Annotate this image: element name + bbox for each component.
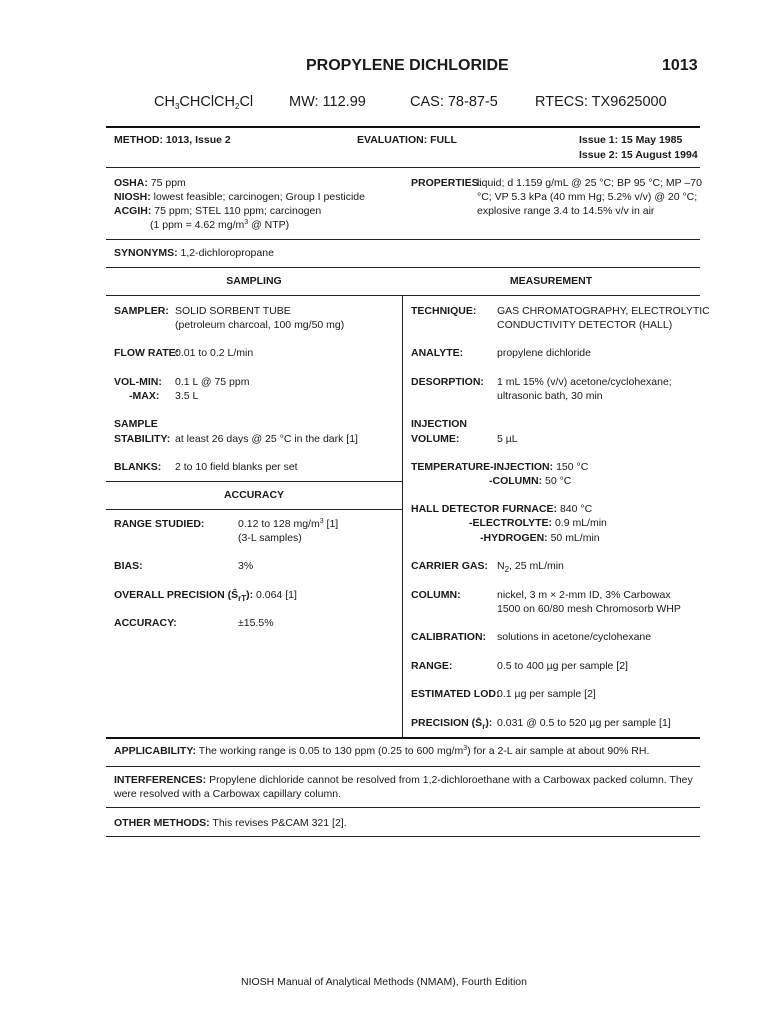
interferences-cont: were resolved with a Carbowax capillary column. — [114, 788, 342, 800]
properties-label: PROPERTIES: — [411, 177, 483, 189]
blanks-label: BLANKS: — [114, 461, 162, 473]
rule — [106, 509, 402, 510]
sampler-value: SOLID SORBENT TUBE — [175, 305, 291, 317]
accuracy-value: ±15.5% — [238, 617, 274, 629]
properties-line: liquid; d 1.159 g/mL @ 25 °C; BP 95 °C; MP –70 — [477, 177, 702, 189]
technique-value: GAS CHROMATOGRAPHY, ELECTROLYTIC — [497, 305, 710, 317]
properties-line: explosive range 3.4 to 14.5% v/v in air — [477, 205, 655, 217]
rule — [106, 836, 700, 837]
niosh-limit: NIOSH: lowest feasible; carcinogen; Group I pesticide — [114, 191, 365, 203]
range-label: RANGE: — [411, 660, 453, 672]
injection-value: 5 µL — [497, 433, 518, 445]
column-label: COLUMN: — [411, 589, 461, 601]
synonyms: SYNONYMS: 1,2-dichloropropane — [114, 247, 274, 259]
rule — [106, 167, 700, 168]
stability-value: at least 26 days @ 25 °C in the dark [1] — [175, 433, 358, 445]
precision-label: PRECISION $(S̄_r)$: — [411, 717, 493, 731]
overall-precision: OVERALL PRECISION $(Ŝ_{rT})$: 0.064 [1] — [114, 589, 297, 603]
page-title: PROPYLENE DICHLORIDE — [306, 57, 509, 74]
technique-value: CONDUCTIVITY DETECTOR (HALL) — [497, 319, 673, 331]
chemical-formula: $CH_3CHClCH_2Cl$ — [154, 94, 254, 111]
vol-min-label: VOL-MIN: — [114, 376, 162, 388]
osha-limit: OSHA: 75 ppm — [114, 177, 186, 189]
stability-label: STABILITY: — [114, 433, 171, 445]
column-divider — [402, 295, 403, 737]
injection-label: INJECTION — [411, 418, 468, 430]
carrier-gas-label: CARRIER GAS: — [411, 560, 489, 572]
vol-max-label: -MAX: — [129, 390, 160, 402]
rule — [106, 766, 700, 767]
lod-value: 0.1 µg per sample [2] — [497, 688, 596, 700]
method-label: METHOD: 1013, Issue 2 — [114, 134, 231, 146]
measurement-heading: MEASUREMENT — [509, 275, 593, 287]
range-studied-label: RANGE STUDIED: — [114, 518, 205, 530]
desorption-value: ultrasonic bath, 30 min — [497, 390, 603, 402]
molecular-weight: MW: 112.99 — [289, 94, 366, 110]
rule — [106, 267, 700, 268]
desorption-label: DESORPTION: — [411, 376, 484, 388]
rule — [106, 295, 700, 296]
temperature-injection: TEMPERATURE-INJECTION: 150 °C — [411, 461, 589, 473]
accuracy-heading: ACCURACY — [223, 489, 285, 501]
bias-label: BIAS: — [114, 560, 143, 572]
accuracy-label: ACCURACY: — [114, 617, 177, 629]
issue-1: Issue 1: 15 May 1985 — [579, 134, 683, 146]
vol-min-value: 0.1 L @ 75 ppm — [175, 376, 250, 388]
sampler-value: (petroleum charcoal, 100 mg/50 mg) — [175, 319, 345, 331]
lod-label: ESTIMATED LOD: — [411, 688, 500, 700]
technique-label: TECHNIQUE: — [411, 305, 477, 317]
injection-label: VOLUME: — [411, 433, 460, 445]
range-value: 0.5 to 400 µg per sample [2] — [497, 660, 628, 672]
rule — [106, 737, 700, 739]
footer: NIOSH Manual of Analytical Methods (NMAM), Fourth Edition — [241, 976, 527, 988]
issue-2: Issue 2: 15 August 1994 — [579, 149, 698, 161]
column-value: nickel, 3 m × 2-mm ID, 3% Carbowax — [497, 589, 671, 601]
rule — [106, 239, 700, 240]
temperature-column: -COLUMN: 50 °C — [489, 475, 572, 487]
rtecs-number: RTECS: TX9625000 — [535, 94, 667, 110]
analyte-label: ANALYTE: — [411, 347, 464, 359]
calibration-label: CALIBRATION: — [411, 631, 487, 643]
flow-rate-label: FLOW RATE: — [114, 347, 180, 359]
analyte-value: propylene dichloride — [497, 347, 591, 359]
precision-value: 0.031 @ 0.5 to 520 µg per sample [1] — [497, 717, 671, 729]
range-studied-note: (3-L samples) — [238, 532, 302, 544]
hall-furnace: HALL DETECTOR FURNACE: 840 °C — [411, 503, 593, 515]
sampler-label: SAMPLER: — [114, 305, 169, 317]
interferences: INTERFERENCES: Propylene dichloride cannot be resolved from 1,2-dichloroethane with a Carbowax packed column. They — [114, 774, 693, 786]
rule — [106, 481, 402, 482]
stability-label: SAMPLE — [114, 418, 158, 430]
hall-electrolyte: -ELECTROLYTE: 0.9 mL/min — [469, 517, 607, 529]
applicability: APPLICABILITY: The working range is 0.05 to 130 ppm (0.25 to 600 $mg/m^3$) for a 2-L air sample at about 90% RH. — [114, 745, 650, 757]
blanks-value: 2 to 10 field blanks per set — [175, 461, 298, 473]
sampling-heading: SAMPLING — [226, 275, 282, 287]
properties-line: °C; VP 5.3 kPa (40 mm Hg; 5.2% v/v) @ 20 °C; — [477, 191, 698, 203]
carrier-gas-value: $N_2$, 25 mL/min — [497, 560, 564, 574]
ppm-conversion: (1 ppm = 4.62 $mg/m^3$ @ NTP) — [150, 219, 290, 231]
desorption-value: 1 mL 15% (v/v) acetone/cyclohexane; — [497, 376, 672, 388]
hall-hydrogen: -HYDROGEN: 50 mL/min — [480, 532, 600, 544]
rule — [106, 807, 700, 808]
rule — [106, 126, 700, 128]
calibration-value: solutions in acetone/cyclohexane — [497, 631, 652, 643]
other-methods: OTHER METHODS: This revises P&CAM 321 [2]. — [114, 817, 347, 829]
vol-max-value: 3.5 L — [175, 390, 199, 402]
flow-rate-value: 0.01 to 0.2 L/min — [175, 347, 254, 359]
acgih-limit: ACGIH: 75 ppm; STEL 110 ppm; carcinogen — [114, 205, 322, 217]
evaluation-label: EVALUATION: FULL — [357, 134, 457, 146]
bias-value: 3% — [238, 560, 254, 572]
range-studied-value: 0.12 to 128 $mg/m^3$ [1] — [238, 518, 339, 530]
cas-number: CAS: 78-87-5 — [410, 94, 498, 110]
column-value: 1500 on 60/80 mesh Chromosorb WHP — [497, 603, 681, 615]
method-number: 1013 — [662, 57, 698, 74]
